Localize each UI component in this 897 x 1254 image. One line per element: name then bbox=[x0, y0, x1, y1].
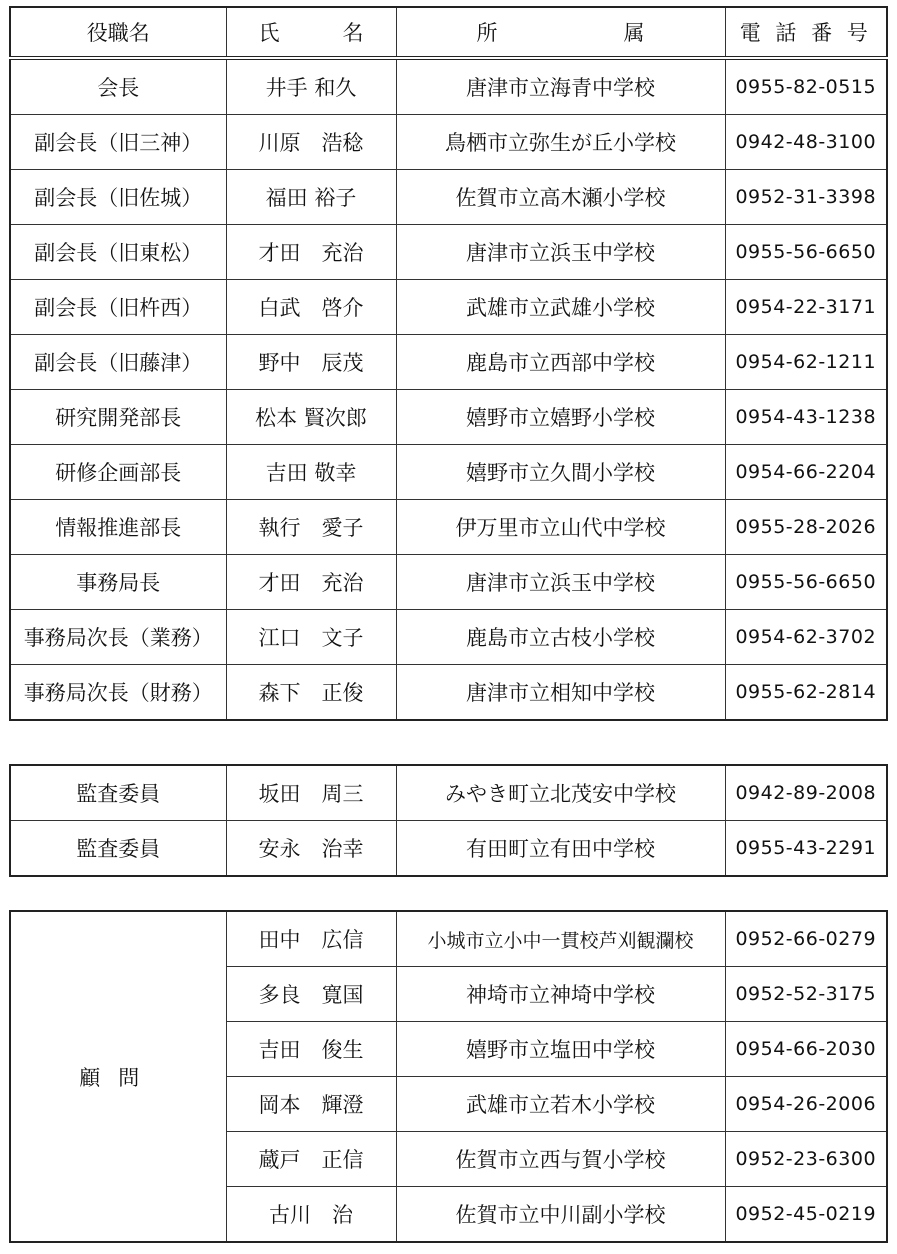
role-cell: 研修企画部長 bbox=[10, 445, 226, 500]
school-cell: 佐賀市立西与賀小学校 bbox=[396, 1132, 725, 1187]
role-cell: 事務局次長（業務） bbox=[10, 610, 226, 665]
table-row bbox=[10, 911, 887, 967]
table-row bbox=[10, 500, 887, 555]
phone-cell: 0954-66-2030 bbox=[725, 1022, 887, 1077]
auditors-body bbox=[10, 765, 887, 876]
name-cell: 安永 治幸 bbox=[226, 821, 396, 877]
role-cell: 副会長（旧東松） bbox=[10, 225, 226, 280]
table-row bbox=[10, 225, 887, 280]
phone-cell: 0955-43-2291 bbox=[725, 821, 887, 877]
name-cell: 古川 治 bbox=[226, 1187, 396, 1243]
name-cell: 松本 賢次郎 bbox=[226, 390, 396, 445]
table-row bbox=[10, 610, 887, 665]
school-cell: 佐賀市立中川副小学校 bbox=[396, 1187, 725, 1243]
school-cell: 唐津市立浜玉中学校 bbox=[396, 555, 725, 610]
auditors-table bbox=[9, 764, 888, 877]
name-cell: 坂田 周三 bbox=[226, 765, 396, 821]
phone-cell: 0954-62-3702 bbox=[725, 610, 887, 665]
header-school: 所 属 bbox=[396, 7, 725, 58]
name-cell: 岡本 輝澄 bbox=[226, 1077, 396, 1132]
table-row bbox=[10, 765, 887, 821]
name-cell: 白武 啓介 bbox=[226, 280, 396, 335]
school-cell: 佐賀市立高木瀬小学校 bbox=[396, 170, 725, 225]
name-cell: 江口 文子 bbox=[226, 610, 396, 665]
school-cell: 伊万里市立山代中学校 bbox=[396, 500, 725, 555]
phone-cell: 0955-56-6650 bbox=[725, 225, 887, 280]
advisors-table bbox=[9, 910, 888, 1243]
school-cell: 嬉野市立久間小学校 bbox=[396, 445, 725, 500]
role-cell: 事務局長 bbox=[10, 555, 226, 610]
table-row bbox=[10, 555, 887, 610]
table-row bbox=[10, 115, 887, 170]
name-cell: 吉田 俊生 bbox=[226, 1022, 396, 1077]
name-cell: 野中 辰茂 bbox=[226, 335, 396, 390]
name-cell: 吉田 敬幸 bbox=[226, 445, 396, 500]
name-cell: 執行 愛子 bbox=[226, 500, 396, 555]
phone-cell: 0955-28-2026 bbox=[725, 500, 887, 555]
school-cell: 鹿島市立古枝小学校 bbox=[396, 610, 725, 665]
header-name: 氏 名 bbox=[226, 7, 396, 58]
role-cell: 副会長（旧佐城） bbox=[10, 170, 226, 225]
phone-cell: 0952-45-0219 bbox=[725, 1187, 887, 1243]
role-cell: 監査委員 bbox=[10, 821, 226, 877]
phone-cell: 0952-52-3175 bbox=[725, 967, 887, 1022]
table-row bbox=[10, 58, 887, 115]
phone-cell: 0942-48-3100 bbox=[725, 115, 887, 170]
phone-cell: 0954-62-1211 bbox=[725, 335, 887, 390]
school-cell: みやき町立北茂安中学校 bbox=[396, 765, 725, 821]
name-cell: 蔵戸 正信 bbox=[226, 1132, 396, 1187]
school-cell: 唐津市立浜玉中学校 bbox=[396, 225, 725, 280]
school-cell: 唐津市立相知中学校 bbox=[396, 665, 725, 721]
phone-cell: 0952-23-6300 bbox=[725, 1132, 887, 1187]
school-cell: 有田町立有田中学校 bbox=[396, 821, 725, 877]
phone-cell: 0952-31-3398 bbox=[725, 170, 887, 225]
school-cell: 鹿島市立西部中学校 bbox=[396, 335, 725, 390]
role-cell: 研究開発部長 bbox=[10, 390, 226, 445]
officers-table bbox=[9, 6, 888, 721]
role-cell: 会長 bbox=[10, 58, 226, 115]
officers-body bbox=[10, 58, 887, 720]
name-cell: 多良 寛国 bbox=[226, 967, 396, 1022]
table-row bbox=[10, 280, 887, 335]
table-row bbox=[10, 821, 887, 877]
name-cell: 森下 正俊 bbox=[226, 665, 396, 721]
name-cell: 井手 和久 bbox=[226, 58, 396, 115]
role-cell: 事務局次長（財務） bbox=[10, 665, 226, 721]
phone-cell: 0955-56-6650 bbox=[725, 555, 887, 610]
advisor-role-cell: 顧問 bbox=[10, 911, 226, 1242]
header-row bbox=[10, 7, 887, 58]
table-row bbox=[10, 445, 887, 500]
table-row bbox=[10, 665, 887, 721]
role-cell: 情報推進部長 bbox=[10, 500, 226, 555]
phone-cell: 0954-26-2006 bbox=[725, 1077, 887, 1132]
school-cell: 嬉野市立塩田中学校 bbox=[396, 1022, 725, 1077]
header-role: 役職名 bbox=[10, 7, 226, 58]
name-cell: 田中 広信 bbox=[226, 911, 396, 967]
school-cell: 神埼市立神埼中学校 bbox=[396, 967, 725, 1022]
name-cell: 福田 裕子 bbox=[226, 170, 396, 225]
phone-cell: 0955-82-0515 bbox=[725, 58, 887, 115]
school-cell: 武雄市立武雄小学校 bbox=[396, 280, 725, 335]
advisors-body bbox=[10, 911, 887, 1242]
school-cell: 武雄市立若木小学校 bbox=[396, 1077, 725, 1132]
name-cell: 才田 充治 bbox=[226, 555, 396, 610]
school-cell: 唐津市立海青中学校 bbox=[396, 58, 725, 115]
role-cell: 副会長（旧三神） bbox=[10, 115, 226, 170]
role-cell: 監査委員 bbox=[10, 765, 226, 821]
phone-cell: 0942-89-2008 bbox=[725, 765, 887, 821]
name-cell: 川原 浩稔 bbox=[226, 115, 396, 170]
school-cell: 鳥栖市立弥生が丘小学校 bbox=[396, 115, 725, 170]
phone-cell: 0955-62-2814 bbox=[725, 665, 887, 721]
name-cell: 才田 充治 bbox=[226, 225, 396, 280]
phone-cell: 0954-43-1238 bbox=[725, 390, 887, 445]
table-row bbox=[10, 170, 887, 225]
phone-cell: 0954-22-3171 bbox=[725, 280, 887, 335]
role-cell: 副会長（旧藤津） bbox=[10, 335, 226, 390]
role-cell: 副会長（旧杵西） bbox=[10, 280, 226, 335]
header-phone: 電 話 番 号 bbox=[725, 7, 887, 58]
phone-cell: 0952-66-0279 bbox=[725, 911, 887, 967]
table-row bbox=[10, 390, 887, 445]
phone-cell: 0954-66-2204 bbox=[725, 445, 887, 500]
table-row bbox=[10, 335, 887, 390]
school-cell: 嬉野市立嬉野小学校 bbox=[396, 390, 725, 445]
school-cell: 小城市立小中一貫校芦刈観瀾校 bbox=[396, 911, 725, 967]
